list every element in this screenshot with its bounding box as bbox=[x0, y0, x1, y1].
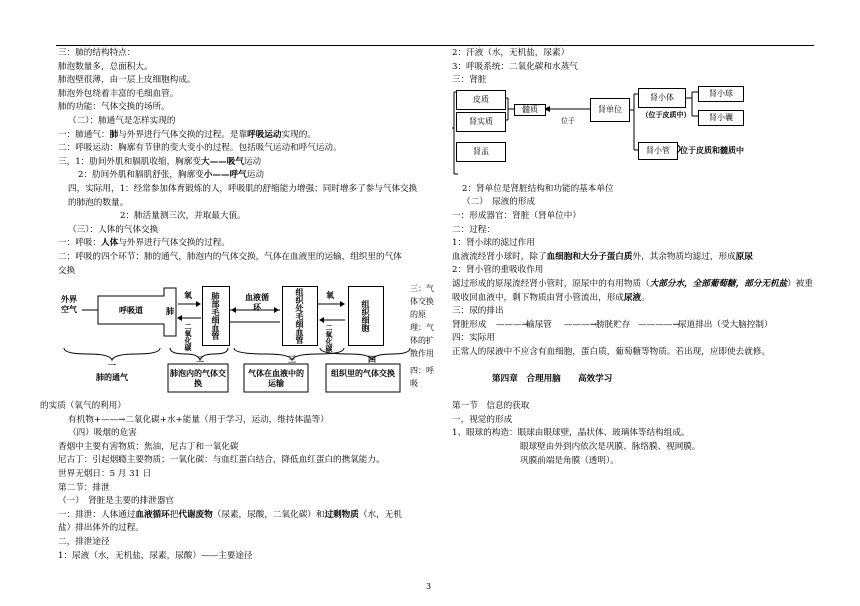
page-number: 3 bbox=[426, 582, 432, 591]
kidney-parenchyma-box: 肾实质 bbox=[456, 112, 506, 132]
step-caption-1: 肺的通气 bbox=[96, 372, 128, 383]
text-line: 二：呼吸运动：胸廓有节律的变大变小的过程。包括吸气运动和呼气运动。 bbox=[58, 143, 342, 154]
kidney-structure-diagram bbox=[452, 88, 822, 183]
right-column bbox=[452, 47, 822, 468]
located-label: 位于 bbox=[561, 116, 575, 125]
renal-pelvis-box: 肾盂 bbox=[456, 142, 506, 162]
in-cortex-medulla-note: 位于皮质和髓质中 bbox=[680, 144, 744, 155]
section-heading: 四：实际用 bbox=[452, 333, 495, 344]
section-heading: （二）：肺通气是怎样实现的 bbox=[68, 115, 176, 126]
nephron-box: 肾单位 bbox=[590, 98, 630, 122]
text-line: 肺泡壁很薄，由一层上皮细胞构成。 bbox=[58, 75, 196, 86]
text-line: 尼古丁：引起烟瘾主要物质；一氧化碳：与血红蛋白结合，降低血红蛋白的携氧能力。 bbox=[58, 455, 385, 466]
flow-arrow: ———→ bbox=[564, 319, 597, 330]
flow-step-kidney: 肾脏形成 bbox=[452, 319, 487, 330]
text-line: 肺泡数量多，总面积大。 bbox=[58, 61, 153, 72]
text-line: 巩膜前端是角膜（透明）。 bbox=[520, 455, 619, 466]
text-line: 一，视觉的形成 bbox=[452, 414, 513, 425]
medulla-label: 髓质 bbox=[514, 104, 546, 116]
section-heading: 二，排泄途径 bbox=[58, 537, 110, 548]
tissue-cell-box: 组织细胞 bbox=[348, 286, 384, 346]
text-line: 正常人的尿液中不应含有血细胞，蛋白质，葡萄糖等物质。若出现，应即使去就修。 bbox=[452, 346, 770, 357]
section-heading: 三：尿的排出 bbox=[452, 306, 504, 317]
spacer bbox=[452, 387, 822, 401]
in-cortex-note: （位于皮质中） bbox=[641, 109, 691, 119]
respiration-diagram bbox=[58, 282, 418, 400]
flow-arrow: ———→ bbox=[496, 319, 529, 330]
oxygen-label-2: 氧 bbox=[326, 290, 334, 301]
text-line: 1、眼球的构造：眼球由眼球壁，晶状体、玻璃体等结构组成。 bbox=[452, 428, 690, 439]
step-number-1: 一 bbox=[108, 360, 116, 371]
section-heading: 三：肾脏 bbox=[452, 75, 487, 86]
text-line: 3：呼吸系统：二氧化碳和水蒸气 bbox=[452, 61, 578, 72]
step-number-4: 四 bbox=[368, 354, 376, 365]
kidney-diagram-lines bbox=[452, 88, 822, 183]
flow-step-ureter: 输尿管 bbox=[526, 319, 552, 330]
step-caption-3: 气体在血液中的运输 bbox=[248, 368, 304, 389]
section-heading: （二） 尿液的形成 bbox=[462, 197, 536, 208]
text-line: 有机物+——→二氧化碳+水+能量（用于学习，运动，维持体温等） bbox=[68, 414, 329, 425]
text-paragraph: 四，实际用，1：经常参加体育锻炼的人，呼吸肌的舒缩能力增强；同时增多了参与气体交换的肺泡的数量。 bbox=[68, 183, 418, 208]
text-line: 2：汗液（水，无机盐，尿素） bbox=[452, 48, 570, 58]
text-line: 2：肾小管的重吸收作用 bbox=[452, 265, 544, 276]
text-line: 2：肺活量测三次，并取最大值。 bbox=[120, 211, 246, 222]
text-line: 1：尿液（水，无机盐，尿素，尿酸）——主要途径 bbox=[58, 550, 253, 561]
text-line: 的实质（氧气的利用） bbox=[40, 401, 126, 412]
step-caption-4: 组织里的气体交换 bbox=[331, 368, 395, 379]
section-heading: 第二节：排泄 bbox=[58, 482, 110, 493]
left-column bbox=[40, 47, 418, 563]
text-line: 三：肺的结构特点： bbox=[58, 48, 136, 58]
text-line: 肺的功能：气体交换的场所。 bbox=[58, 102, 170, 113]
text-line: 1：肾小球的滤过作用 bbox=[452, 238, 535, 249]
step-number-2: 二 bbox=[196, 354, 204, 365]
outside-air-label: 外界空气 bbox=[61, 294, 77, 315]
chapter-title: 第四章 合理用脑 高效学习 bbox=[492, 374, 613, 385]
text-line: 一：形成器官：肾脏（肾单位中） bbox=[452, 210, 581, 221]
text-line: 肺泡外包绕着丰富的毛细血管。 bbox=[58, 88, 179, 99]
flow-step-bladder: 膀胱贮存 bbox=[596, 319, 631, 330]
co2-label: 二氧化碳 bbox=[184, 323, 193, 352]
text-line: 世界无烟日：5 月 31 日 bbox=[58, 469, 152, 480]
flow-step-urethra: 尿道排出（受大脑控制） bbox=[678, 319, 773, 330]
blood-circulation-label: 血液循环 bbox=[245, 292, 269, 313]
side-note bbox=[410, 282, 434, 390]
tissue-capillary-box: 组织处毛细血管 bbox=[282, 286, 318, 346]
bowman-capsule-box: 肾小囊 bbox=[698, 110, 744, 126]
side-note-text-2: 四：呼吸 bbox=[410, 366, 434, 388]
text-line: 一：肺通气：肺与外界进行气体交换的过程。是靠呼吸运动实现的。 bbox=[58, 129, 316, 140]
renal-tubule-box: 肾小管 bbox=[638, 142, 678, 160]
renal-corpuscle-box: 肾小体 bbox=[638, 88, 686, 108]
cortex-box: 皮质 bbox=[456, 90, 506, 110]
breath-tract-label: 呼吸道 bbox=[119, 305, 143, 316]
step-caption-2: 肺泡内的气体交换 bbox=[170, 368, 226, 389]
text-line: 血液流经肾小球时，除了血细胞和大分子蛋白质外，其余物质均滤过，形成原尿 bbox=[452, 251, 753, 262]
text-paragraph: 一：排泄：人体通过血液循环把代谢废物（尿素，尿酸，二氧化碳）和过剩物质（水，无机盐）排出体外的过程。 bbox=[58, 509, 402, 534]
text-line: 一：呼吸：人体与外界进行气体交换的过程。 bbox=[58, 238, 230, 249]
side-note-text: 三：气体交换的原理：气体的扩散作用 bbox=[410, 284, 434, 358]
urine-flow bbox=[452, 319, 822, 333]
spacer bbox=[452, 360, 822, 374]
text-line: 香烟中主要有害物质：焦油，尼古丁和一氧化碳 bbox=[58, 441, 239, 452]
text-line: 二：过程： bbox=[452, 224, 495, 235]
text-paragraph: 二：呼吸的四个环节：肺的通气，肺泡内的气体交换，气体在血液里的运输，组织里的气体交换 bbox=[58, 251, 402, 276]
section-heading: 第一节 信息的获取 bbox=[452, 401, 530, 412]
glomerulus-box: 肾小球 bbox=[698, 86, 744, 102]
text-line: 三，1：肋间外肌和膈肌收缩，胸廓变大——吸气运动 bbox=[58, 156, 262, 167]
text-line: 眼球壁由外到内依次是巩膜、脉络膜、视网膜。 bbox=[520, 442, 701, 453]
text-line: 2：肋间外肌和膈肌舒张，胸廓变小——呼气运动 bbox=[78, 170, 264, 181]
co2-label-2: 二氧化碳 bbox=[325, 324, 334, 353]
flow-arrow: ————→ bbox=[638, 319, 680, 330]
section-heading: （四）吸烟的危害 bbox=[68, 428, 137, 439]
lung-label: 肺 bbox=[166, 306, 174, 317]
section-heading: （一） 肾脏是主要的排泄器官 bbox=[58, 496, 175, 507]
text-line: 2：肾单位是肾脏结构和功能的基本单位 bbox=[462, 183, 614, 194]
text-paragraph: 滤过形成的原尿流经肾小管时，原尿中的有用物质（大部分水，全部葡萄糖，部分无机盐）被重吸收回血液中，剩下物质由肾小管流出，形成尿液。 bbox=[452, 278, 813, 303]
lung-capillary-box: 肺部毛细血管 bbox=[202, 286, 230, 346]
oxygen-label: 氧 bbox=[184, 290, 192, 301]
header-rule bbox=[56, 45, 814, 46]
section-heading: （三）：人体的气体交换 bbox=[68, 224, 159, 235]
step-number-3: 三 bbox=[288, 354, 296, 365]
